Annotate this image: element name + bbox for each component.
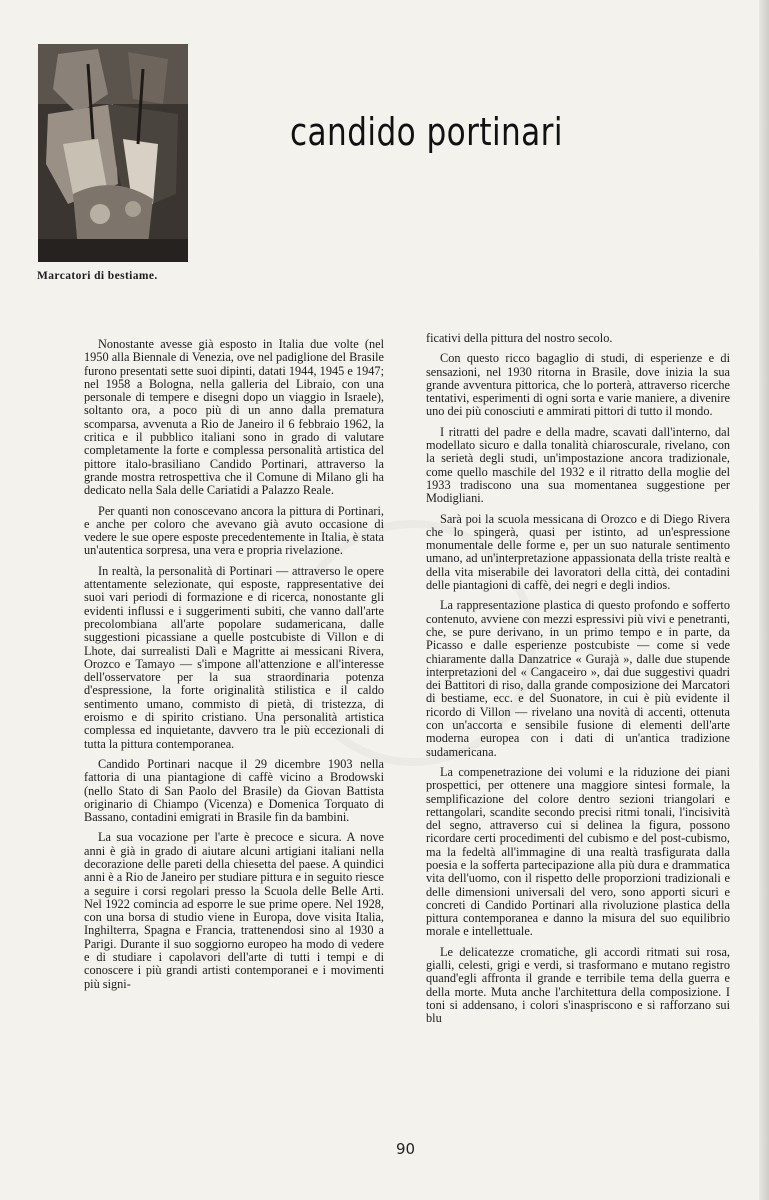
paragraph: La rappresentazione plastica di questo profondo e sofferto contenuto, avviene con mezzi espressivi più vivi e penetranti, che, se pure derivano, in un primo tempo e in parte, da Picasso e dalle esperienze postcubiste — come si vede chiaramente dalla Danzatrice « Gurajà », dalle due stupende interpretazioni del « Cangaceiro », dai due suggestivi quadri dei Battitori di riso, dalla grande composizione dei Marcatori di bestiame, ecc. e del Suonatore, in cui è più evidente il ricordo di Villon — rivelano una novità di accenti, ottenuta con un'accorta e sensibile fusione di elementi dell'arte moderna europea con i dati di un'antica tradizione sudamericana. [426, 598, 730, 759]
paragraph: ficativi della pittura del nostro secolo. [426, 331, 613, 345]
image-caption: Marcatori di bestiame. [37, 270, 158, 282]
paragraph: I ritratti del padre e della madre, scavati dall'interno, dal modellato sicuro e dalla tonalità chiaroscurale, rivelano, con la serietà degli studi, un'impostazione ancora tradizionale, come quello maschile del 1932 e il ritratto della moglie del 1933 tradiscono una sua momentanea suggestione per Modigliani. [426, 424, 730, 506]
page-edge [759, 0, 769, 1200]
paragraph: Le delicatezze cromatiche, gli accordi ritmati sui rosa, gialli, celesti, grigi e verdi, si trasformano e mutano registro quand'egli affronta il grande e terribile tema della guerra e della morte. Muta anche l'architettura della composizione. I toni si addensano, i colori s'inaspriscono e si rafforzano sui blu [426, 944, 730, 1026]
painting-illustration [38, 44, 188, 262]
page-number: 90 [396, 1140, 416, 1158]
column-right [426, 332, 730, 1033]
paragraph: Per quanti non conoscevano ancora la pittura di Portinari, e anche per coloro che avevano già avuto occasione di vedere le sue opere esposte precedentemente in Italia, è stata un'autentica sorpresa, una vera e propria rivelazione. [84, 503, 384, 558]
paragraph: Sarà poi la scuola messicana di Orozco e di Diego Rivera che lo spingerà, quasi per istinto, ad un'espressione monumentale delle forme e, per un suo naturale sentimento umano, ad un'interpretazione appassionata della triste realtà e della vita miserabile dei lavoratori della città, dei contadini delle piantagioni di caffè, dei negri e degli indios. [426, 511, 730, 593]
paragraph: Nonostante avesse già esposto in Italia due volte (nel 1950 alla Biennale di Venezia, ove nel padiglione del Brasile furono presentati sette suoi dipinti, datati 1944, 1945 e 1947; nel 1958 a Bologna, nella galleria del Libraio, con una personale di tempere e disegni dopo un viaggio in Israele), soltanto ora, a poco più di un anno dalla prematura scomparsa, avvenuta a Rio de Janeiro il 6 febbraio 1962, la critica e il pubblico italiani sono in grado di valutare completamente la forte e complessa personalità artistica del pittore italo-brasiliano Candido Portinari, attraverso la grande mostra retrospettiva che il Comune di Milano gli ha dedicato nella Sala delle Cariatidi a Palazzo Reale. [84, 337, 384, 498]
paragraph: La compenetrazione dei volumi e la riduzione dei piani prospettici, per ottenere una maggiore sintesi formale, la semplificazione del colore dentro sezioni triangolari e rettangolari, scandite secondo precisi ritmi tonali, l'incisività del segno, attraverso cui si delinea la figura, possono ricordare certi procedimenti del cubismo e del post-cubismo, ma la fedeltà all'immagine di una realtà trasfigurata dalla poesia e la sofferta partecipazione alla più dura e drammatica vita dell'uomo, con il rispetto delle proporzioni tradizionali e delle dimensioni universali del vero, sono apporti sicuri e concreti di Candido Portinari alla rivoluzione plastica della pittura contemporanea e danno la misura del suo equilibrio morale e intellettuale. [426, 764, 730, 939]
paragraph: In realtà, la personalità di Portinari — attraverso le opere attentamente selezionate, qui esposte, rappresentative dei suoi vari periodi di formazione e di ricerca, nonostante gli evidenti influssi e i suggerimenti subiti, che vanno dall'arte precolombiana all'arte popolare sudamericana, dalle suggestioni picassiane a quelle postcubiste di Villon e di Lhote, dai surrealisti Dalì e Magritte ai messicani Rivera, Orozco e Tamayo — s'impone all'attenzione e all'interesse dell'osservatore per la sua straordinaria potenza d'espressione, la forte originalità stilistica e il caldo sentimento umano, commisto di pietà, di tristezza, di eroismo e di spirito cristiano. Una personalità artistica complessa ed inquietante, davvero tra le più eccezionali di tutta la pittura contemporanea. [84, 563, 384, 751]
paragraph: Candido Portinari nacque il 29 dicembre 1903 nella fattoria di una piantagione di caffè vicino a Brodowski (nello Stato di San Paolo del Brasile) da Giovan Battista originario di Chiampo (Vicenza) e Domenica Torquato di Bassano, contadini emigrati in Brasile fin da bambini. [84, 756, 384, 825]
painting-image [38, 44, 188, 262]
paragraph: Con questo ricco bagaglio di studi, di esperienze e di sensazioni, nel 1930 ritorna in Brasile, dove inizia la sua grande avventura pittorica, che lo porterà, attraverso ricerche tentativi, esperimenti di ogni sorta e varie maniere, a divenire uno dei più conosciuti e ammirati pittori di tutto il mondo. [426, 351, 730, 419]
paragraph: La sua vocazione per l'arte è precoce e sicura. A nove anni è già in grado di aiutare alcuni artigiani italiani nella decorazione delle pareti della chiesetta del paese. A quindici anni è a Rio de Janeiro per studiare pittura e in seguito riesce a seguire i corsi regolari presso la Scuola delle Belle Arti. Nel 1922 comincia ad esporre le sue prime opere. Nel 1928, con una borsa di studio viene in Europa, dove visita Italia, Inghilterra, Spagna e Francia, trattenendosi sino al 1930 a Parigi. Durante il suo soggiorno europeo ha modo di vedere e di studiare i capolavori dell'arte di tutti i tempi e di conoscere i più grandi artisti contemporanei e i movimenti più signi- [84, 830, 384, 991]
article-title: candido portinari [290, 110, 563, 154]
column-left [84, 338, 384, 998]
